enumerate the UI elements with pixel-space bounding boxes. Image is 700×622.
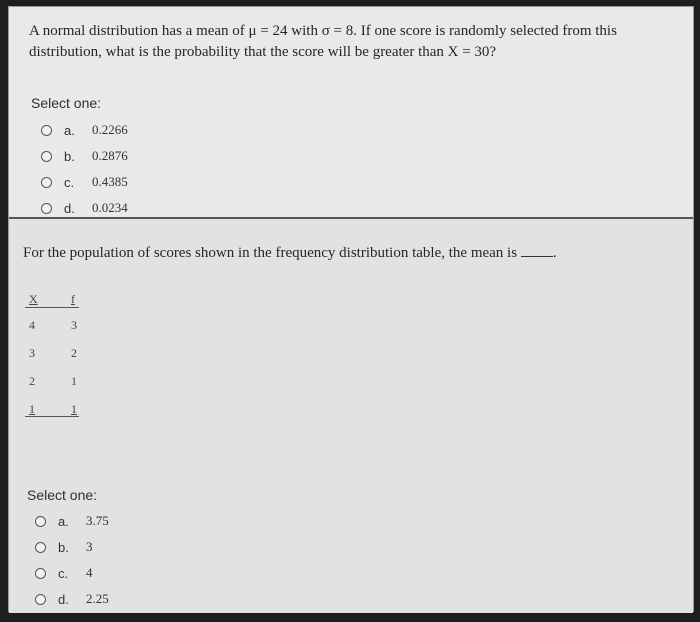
question-2-option-b[interactable] — [35, 534, 109, 560]
question-2-option-c[interactable] — [35, 560, 109, 586]
question-2-text: For the population of scores shown in the frequency distribution table, the mean is . — [23, 245, 557, 261]
question-2-options — [35, 508, 109, 612]
question-2-option-d[interactable] — [35, 586, 109, 612]
cell-f: 1 — [71, 374, 77, 388]
option-value: 2.25 — [86, 591, 109, 606]
question-2-option-a[interactable] — [35, 508, 109, 534]
radio-button-icon[interactable] — [35, 542, 46, 553]
radio-button-icon[interactable] — [41, 125, 52, 136]
cell-f: 1 — [71, 402, 77, 416]
option-value: 3.75 — [86, 513, 109, 528]
cell-x: 1 — [29, 402, 35, 416]
radio-button-icon[interactable] — [41, 203, 52, 214]
cell-x: 3 — [29, 346, 35, 360]
option-value: 0.0234 — [92, 200, 128, 215]
header-rule — [25, 307, 79, 308]
option-value: 3 — [86, 539, 93, 554]
option-letter: a. — [58, 513, 69, 529]
option-letter: a. — [64, 122, 75, 138]
question-1-option-c[interactable] — [41, 169, 128, 195]
question-1-panel — [9, 7, 693, 217]
column-header-f: f — [71, 292, 75, 306]
option-value: 0.2266 — [92, 122, 128, 137]
radio-button-icon[interactable] — [41, 177, 52, 188]
quiz-sheet — [8, 6, 694, 612]
option-letter: d. — [64, 200, 75, 216]
question-1-option-b[interactable] — [41, 143, 128, 169]
option-letter: c. — [58, 565, 69, 581]
question-1-option-a[interactable] — [41, 117, 128, 143]
option-value: 4 — [86, 565, 93, 580]
footer-rule — [25, 416, 79, 417]
question-1-text: A normal distribution has a mean of μ = 24 with σ = 8. If one score is randomly selected from this distribution, what is the probability that the score will be greater than X = 30? — [29, 23, 617, 60]
option-letter: c. — [64, 174, 75, 190]
radio-button-icon[interactable] — [41, 151, 52, 162]
column-header-x: X — [29, 292, 38, 306]
cell-x: 2 — [29, 374, 35, 388]
option-letter: b. — [58, 539, 69, 555]
cell-x: 4 — [29, 318, 35, 332]
cell-f: 2 — [71, 346, 77, 360]
radio-button-icon[interactable] — [35, 568, 46, 579]
cell-f: 3 — [71, 318, 77, 332]
question-1-select-one-label: Select one: — [31, 95, 102, 111]
question-2-prompt: For the population of scores shown in the frequency distribution table, the mean is — [23, 245, 518, 261]
radio-button-icon[interactable] — [35, 594, 46, 605]
option-letter: b. — [64, 148, 75, 164]
radio-button-icon[interactable] — [35, 516, 46, 527]
option-letter: d. — [58, 591, 69, 607]
option-value: 0.2876 — [92, 148, 128, 163]
option-value: 0.4385 — [92, 174, 128, 189]
question-2-select-one-label: Select one: — [27, 487, 98, 503]
question-2-panel — [9, 219, 693, 613]
answer-blank — [521, 244, 553, 257]
question-1-options — [41, 117, 128, 221]
